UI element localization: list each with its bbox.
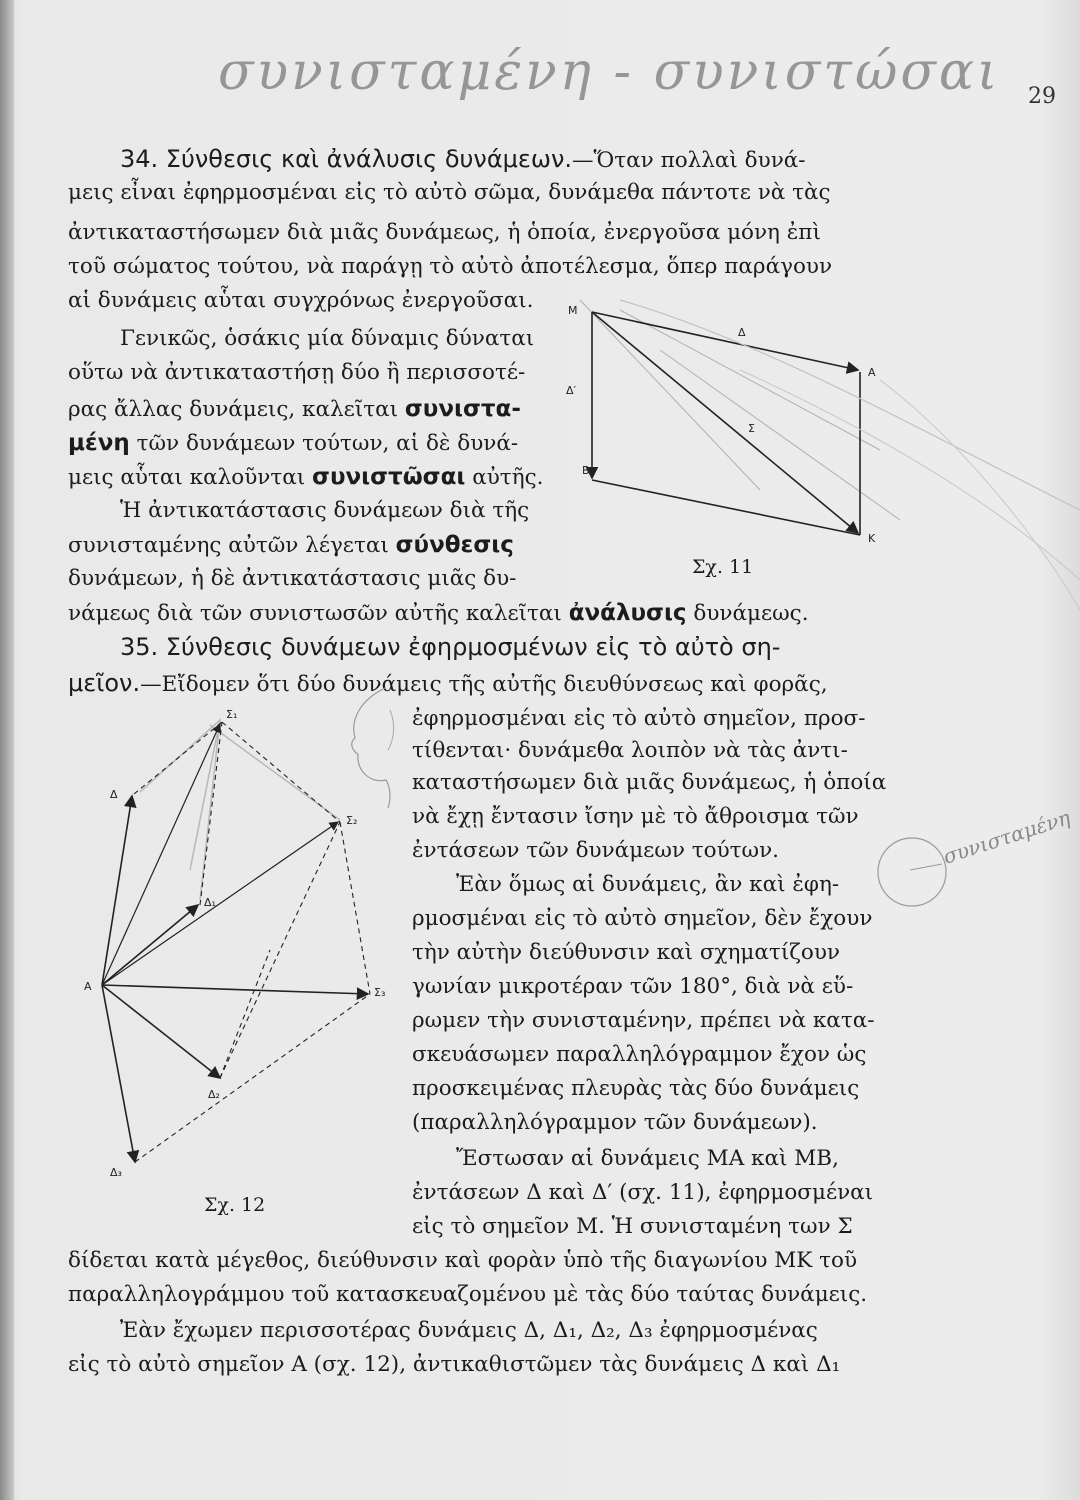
section-35-line-17: δίδεται κατὰ μέγεθος, διεύθυνσιν καὶ φορὰν ὑπὸ τῆς διαγωνίου ΜΚ τοῦ [68,1248,858,1273]
para-3-text: συνισταμένης αὐτῶν λέγεται [68,533,396,558]
para-3-line-0: Ἡ ἀντικατάστασις δυνάμεων διὰ τῆς [120,498,530,523]
fig12-label-D2: Δ₂ [208,1088,220,1101]
para-3-line-2: δυνάμεων, ἡ δὲ ἀντικατάστασις μιᾶς δυ- [68,566,517,591]
fig12-vector-S1 [102,724,220,985]
section-35-line-13: (παραλληλόγραμμον τῶν δυνάμεων). [412,1110,818,1135]
section-35-line-5: ἐντάσεων τῶν δυνάμεων τούτων. [412,838,779,863]
fig12-label-A: Α [84,980,92,993]
section-35-line-15: ἐντάσεων Δ καὶ Δ′ (σχ. 11), ἐφηρμοσμέναι [412,1180,874,1205]
fig12-label-D: Δ [110,788,118,801]
fig12-vector-D3 [102,985,135,1162]
para-2-line-0: Γενικῶς, ὁσάκις μία δύναμις δύναται [120,326,535,351]
fig12-label-D3: Δ₃ [110,1166,122,1179]
section-35-heading-b: μεῖον. [68,669,141,697]
fig12-pencil-marks [140,720,340,900]
section-35-dash: — [140,672,162,697]
term-synthesis: σύνθεσις [395,532,514,558]
para-2-line-3 [68,426,518,461]
para-2-text-c: μεις αὗται καλοῦνται [68,465,313,490]
para-2-line-1: οὕτω νὰ ἀντικαταστήσῃ δύο ἢ περισσοτέ- [68,360,526,385]
section-35-line-11: σκευάσωμεν παραλληλόγραμμον ἔχον ὡς [412,1042,867,1067]
section-34-first-line [120,142,806,178]
term-synistamene-a: συνιστα- [404,396,521,422]
para-2-text: ρας ἄλλας δυνάμεις, καλεῖται [68,397,405,422]
fig11-label-S: Σ [748,422,755,435]
page-binding-edge [0,0,14,1500]
section-35-line-10: ρωμεν τὴν συνισταμένην, πρέπει νὰ κατα- [412,1008,875,1033]
section-34-line-3: τοῦ σώματος τούτου, νὰ παράγῃ τὸ αὐτὸ ἀποτέλεσμα, ὅπερ παράγουν [68,254,833,279]
fig11-caption: Σχ. 11 [692,556,754,578]
term-synistosai: συνιστῶσαι [312,464,466,490]
fig12-vector-S2 [102,822,338,985]
section-34-line-2: ἀντικαταστήσωμεν διὰ μιᾶς δυνάμεως, ἡ ὁποία, ἐνεργοῦσα μόνη ἐπὶ [68,220,821,245]
section-35-line-2: τίθενται· δυνάμεθα λοιπὸν νὰ τὰς ἀντι- [412,738,848,763]
fig12-label-S3: Σ₃ [374,986,386,999]
fig12-vector-D2 [102,985,220,1078]
margin-note: συνισταμένη [940,805,1073,869]
section-34-line-0: Ὅταν πολλαὶ δυνά- [593,148,806,173]
term-synistamene-b: μένη [68,430,130,456]
section-35-line-14: Ἔστωσαν αἱ δυνάμεις ΜΑ καὶ ΜΒ, [456,1146,839,1171]
fig11-label-K: Κ [868,532,876,545]
para-2-line-2 [68,392,521,427]
para-2-text-b: τῶν δυνάμεων τούτων, αἱ δὲ δυνά- [136,431,519,456]
section-35-line-3: καταστήσωμεν διὰ μιᾶς δυνάμεως, ἡ ὁποία [412,770,887,795]
margin-scribble [870,800,1073,920]
pencil-strokes-right [620,280,1080,700]
fig11-label-A: Α [868,366,876,379]
section-35-line-0: Εἴδομεν ὅτι δύο δυνάμεις τῆς αὐτῆς διευθύνσεως καὶ φορᾶς, [161,672,828,697]
fig12-vector-D1 [102,905,198,985]
fig12-label-S1: Σ₁ [226,708,238,721]
fig12-label-D1: Δ₁ [204,896,216,909]
fig12-label-S2: Σ₂ [346,814,358,827]
pencil-sketch [330,680,430,810]
section-35-line-6: Ἐὰν ὅμως αἱ δυνάμεις, ἂν καὶ ἐφη- [456,872,840,897]
fig11-label-B: Β [582,464,590,477]
fig11-label-D-prime: Δ′ [566,384,577,397]
section-35-line-8: τὴν αὐτὴν διεύθυνσιν καὶ σχηματίζουν [412,940,840,965]
para-2-text-d: αὐτῆς. [465,465,544,490]
section-34-line-4: αἱ δυνάμεις αὗται συγχρόνως ἐνεργοῦσαι. [68,288,534,313]
para-2-line-4 [68,460,543,495]
fig11-label-M: Μ [568,304,578,317]
section-35-line-18: παραλληλογράμμου τοῦ κατασκευαζομένου μὲ τὰς δύο ταύτας δυνάμεις. [68,1282,868,1307]
handwritten-note: συνισταμένη - συνιστώσαι [218,42,1001,102]
section-34-dash: — [572,148,594,173]
para-3-text-c: δυνάμεως. [686,601,809,626]
section-35-line-19: Ἐὰν ἔχωμεν περισσοτέρας δυνάμεις Δ, Δ₁, Δ₂, Δ₃ ἐφηρμοσμένας [120,1318,818,1343]
section-34-line-1: μεις εἶναι ἐφηρμοσμέναι εἰς τὸ αὐτὸ σῶμα, δυνάμεθα πάντοτε νὰ τὰς [68,180,831,205]
section-35-line-4: νὰ ἔχῃ ἔντασιν ἴσην μὲ τὸ ἄθροισμα τῶν [412,804,859,829]
para-3-text-b: νάμεως διὰ τῶν συνιστωσῶν αὐτῆς καλεῖται [68,601,569,626]
page-number: 29 [1028,84,1056,109]
fig12-vector-S3 [102,985,368,994]
section-35-line-7: ρμοσμέναι εἰς τὸ αὐτὸ σημεῖον, δὲν ἔχουν [412,906,873,931]
section-35-line-9: γωνίαν μικροτέραν τῶν 180°, διὰ νὰ εὕ- [412,974,854,999]
section-35-line-16: εἰς τὸ σημεῖον Μ. Ἡ συνισταμένη των Σ [412,1214,853,1239]
term-analysis: ἀνάλυσις [568,600,687,626]
para-3-line-1 [68,528,514,563]
fig11-label-D: Δ [738,326,746,339]
fig12-caption: Σχ. 12 [204,1194,266,1216]
section-34-heading: 34. Σύνθεσις καὶ ἀνάλυσις δυνάμεων. [120,145,573,173]
fig12-vector-D [102,796,132,985]
section-35-line-1: ἐφηρμοσμέναι εἰς τὸ αὐτὸ σημεῖον, προσ- [412,706,866,731]
section-35-line-12: προσκειμένας πλευρὰς τὰς δύο δυνάμεις [412,1076,860,1101]
section-35-line-20: εἰς τὸ αὐτὸ σημεῖον Α (σχ. 12), ἀντικαθιστῶμεν τὰς δυνάμεις Δ καὶ Δ₁ [68,1352,841,1377]
section-35-heading-a: 35. Σύνθεσις δυνάμεων ἐφηρμοσμένων εἰς τὸ αὐτὸ ση- [120,633,781,661]
